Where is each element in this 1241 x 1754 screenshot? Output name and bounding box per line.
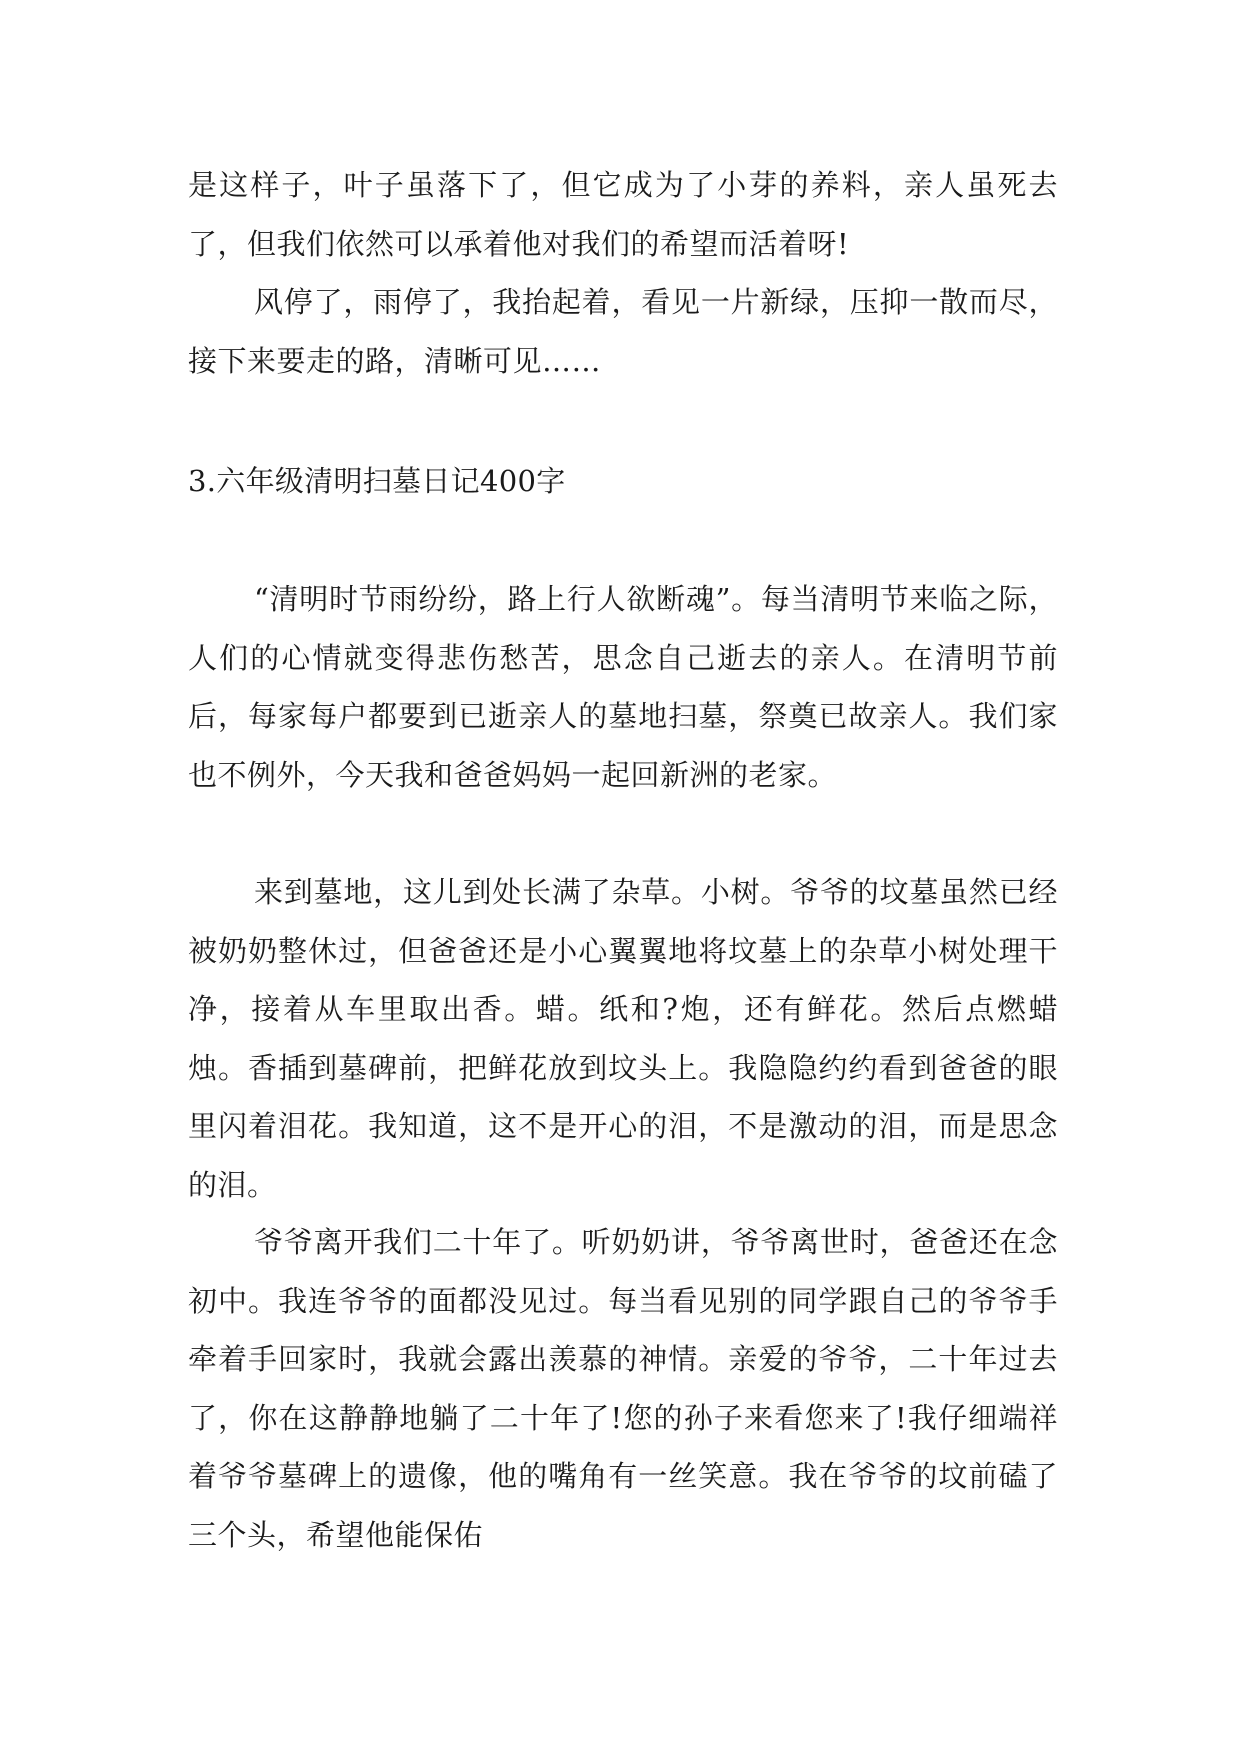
paragraph: “清明时节雨纷纷，路上行人欲断魂”。每当清明节来临之际，人们的心情就变得悲伤愁苦，思念自己逝去的亲人。在清明节前后，每家每户都要到已逝亲人的墓地扫墓，祭奠已故亲人。我们家也不例外，今天我和爸爸妈妈一起回新洲的老家。 — [188, 582, 1058, 792]
paragraph: 风停了，雨停了，我抬起着，看见一片新绿，压抑一散而尽，接下来要走的路，清晰可见…… — [188, 285, 1058, 378]
paragraph: 来到墓地，这儿到处长满了杂草。小树。爷爷的坟墓虽然已经被奶奶整休过，但爸爸还是小心翼翼地将坟墓上的杂草小树处理干净，接着从车里取出香。蜡。纸和?炮，还有鲜花。然后点燃蜡烛。香插到墓碑前，把鲜花放到坟头上。我隐隐约约看到爸爸的眼里闪着泪花。我知道，这不是开心的泪，不是激动的泪，而是思念的泪。 — [188, 875, 1058, 1202]
section-heading: 3.六年级清明扫墓日记400字 — [188, 464, 566, 498]
paragraph: 是这样子，叶子虽落下了，但它成为了小芽的养料，亲人虽死去了，但我们依然可以承着他对我们的希望而活着呀! — [188, 168, 1058, 261]
paragraph: 爷爷离开我们二十年了。听奶奶讲，爷爷离世时，爸爸还在念初中。我连爷爷的面都没见过。每当看见别的同学跟自己的爷爷手牵着手回家时，我就会露出羡慕的神情。亲爱的爷爷，二十年过去了，你在这静静地躺了二十年了!您的孙子来看您来了!我仔细端祥着爷爷墓碑上的遗像，他的嘴角有一丝笑意。我在爷爷的坟前磕了三个头，希望他能保佑 — [188, 1225, 1058, 1552]
